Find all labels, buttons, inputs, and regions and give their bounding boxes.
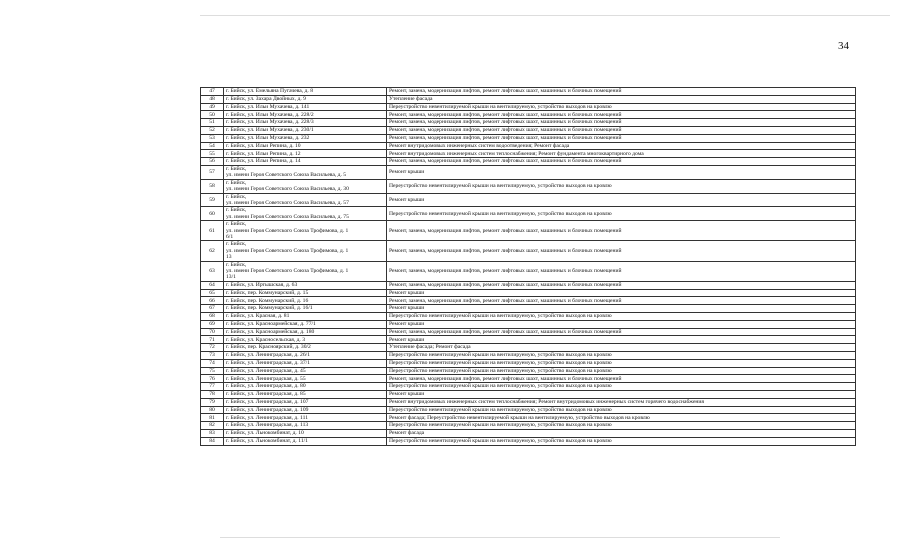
address-cell: г. Бийск, ул. Ильи Репина, д. 14 (224, 158, 387, 166)
address-cell: г. Бийск, ул. имени Героя Советского Союза Трофимова, д. 1 13 (224, 241, 387, 261)
works-cell: Ремонт, замена, модернизация лифтов, ремонт лифтовых шахт, машинных и блочных помещений (387, 134, 856, 142)
row-number-cell: 52 (201, 126, 224, 134)
table-row (201, 297, 856, 305)
works-cell: Переустройство невентилируемой крыши на вентилируемую, устройство выходов на кровлю (387, 313, 856, 321)
works-cell: Ремонт, замена, модернизация лифтов, ремонт лифтовых шахт, машинных и блочных помещений (387, 241, 856, 261)
address-cell: г. Бийск, ул. имени Героя Советского Союза Васильева, д. 5 (224, 165, 387, 179)
address-cell: г. Бийск, ул. Емельяна Пугачева, д. 8 (224, 88, 387, 96)
address-cell: г. Бийск, ул. Ленинградская, д. 45 (224, 367, 387, 375)
address-cell: г. Бийск, ул. Ильи Мухачева, д. 141 (224, 103, 387, 111)
works-cell: Ремонт крыши (387, 165, 856, 179)
address-cell: г. Бийск, ул. Ленинградская, д. 26/1 (224, 352, 387, 360)
row-number-cell: 69 (201, 320, 224, 328)
address-cell: г. Бийск, ул. Льнокомбинат, д. 10 (224, 430, 387, 438)
address-cell: г. Бийск, ул. Красноармейская, д. 180 (224, 328, 387, 336)
row-number-cell: 79 (201, 398, 224, 406)
address-cell: г. Бийск, ул. Ильи Репина, д. 10 (224, 142, 387, 150)
address-cell: г. Бийск, пер. Коммунарский, д. 15 (224, 289, 387, 297)
page-number: 34 (838, 40, 849, 52)
works-cell: Ремонт, замена, модернизация лифтов, ремонт лифтовых шахт, машинных и блочных помещений (387, 126, 856, 134)
address-cell: г. Бийск, пер. Коммунарский, д. 16 (224, 297, 387, 305)
table-row (201, 406, 856, 414)
address-cell: г. Бийск, ул. Ильи Мухачева, д. 228/3 (224, 119, 387, 127)
table-row (201, 142, 856, 150)
row-number-cell: 67 (201, 305, 224, 313)
table-row (201, 422, 856, 430)
address-cell: г. Бийск, ул. Ильи Мухачева, д. 232 (224, 134, 387, 142)
row-number-cell: 78 (201, 391, 224, 399)
row-number-cell: 71 (201, 336, 224, 344)
table-row (201, 150, 856, 158)
row-number-cell: 65 (201, 289, 224, 297)
table-body (201, 88, 856, 446)
table-row (201, 437, 856, 445)
address-cell: г. Бийск, ул. Ленинградская, д. 111 (224, 414, 387, 422)
works-cell: Переустройство невентилируемой крыши на вентилируемую, устройство выходов на кровлю (387, 422, 856, 430)
works-cell: Ремонт, замена, модернизация лифтов, ремонт лифтовых шахт, машинных и блочных помещений (387, 375, 856, 383)
works-cell: Ремонт, замена, модернизация лифтов, ремонт лифтовых шахт, машинных и блочных помещений (387, 328, 856, 336)
address-cell: г. Бийск, ул. Ленинградская, д. 109 (224, 406, 387, 414)
address-cell: г. Бийск, ул. Красноармейская, д. 77/1 (224, 320, 387, 328)
table-row (201, 95, 856, 103)
row-number-cell: 77 (201, 383, 224, 391)
address-cell: г. Бийск, ул. Ленинградская, д. 113 (224, 422, 387, 430)
row-number-cell: 75 (201, 367, 224, 375)
works-cell: Переустройство невентилируемой крыши на вентилируемую, устройство выходов на кровлю (387, 406, 856, 414)
works-cell: Переустройство невентилируемой крыши на вентилируемую, устройство выходов на кровлю (387, 437, 856, 445)
row-number-cell: 62 (201, 241, 224, 261)
address-cell: г. Бийск, пер. Коммунарский, д. 16/1 (224, 305, 387, 313)
works-cell: Ремонт внутридомовых инженерных систем теплоснабжения; Ремонт фундамента многоквартирного дома (387, 150, 856, 158)
works-cell: Переустройство невентилируемой крыши на вентилируемую, устройство выходов на кровлю (387, 179, 856, 193)
row-number-cell: 68 (201, 313, 224, 321)
table-row (201, 336, 856, 344)
row-number-cell: 54 (201, 142, 224, 150)
row-number-cell: 72 (201, 344, 224, 352)
row-number-cell: 66 (201, 297, 224, 305)
works-cell: Ремонт фасада; Переустройство невентилируемой крыши на вентилируемую, устройство выходов на кровлю (387, 414, 856, 422)
works-cell: Ремонт внутридомовых инженерных систем водоотведения; Ремонт фасада (387, 142, 856, 150)
row-number-cell: 50 (201, 111, 224, 119)
works-cell: Ремонт крыши (387, 336, 856, 344)
works-cell: Ремонт крыши (387, 289, 856, 297)
works-cell: Переустройство невентилируемой крыши на вентилируемую, устройство выходов на кровлю (387, 207, 856, 221)
row-number-cell: 70 (201, 328, 224, 336)
works-cell: Ремонт, замена, модернизация лифтов, ремонт лифтовых шахт, машинных и блочных помещений (387, 88, 856, 96)
table-row (201, 328, 856, 336)
works-cell: Ремонт крыши (387, 391, 856, 399)
row-number-cell: 48 (201, 95, 224, 103)
row-number-cell: 56 (201, 158, 224, 166)
row-number-cell: 63 (201, 261, 224, 281)
table-row (201, 119, 856, 127)
address-cell: г. Бийск, ул. Ленинградская, д. 107 (224, 398, 387, 406)
table-row (201, 207, 856, 221)
address-cell: г. Бийск, ул. Ленинградская, д. 55 (224, 375, 387, 383)
address-cell: г. Бийск, ул. Льнокомбинат, д. 11/1 (224, 437, 387, 445)
works-cell: Переустройство невентилируемой крыши на вентилируемую, устройство выходов на кровлю (387, 359, 856, 367)
address-cell: г. Бийск, ул. Ильи Мухачева, д. 230/1 (224, 126, 387, 134)
address-cell: г. Бийск, ул. Красносельская, д. 3 (224, 336, 387, 344)
table-row (201, 383, 856, 391)
row-number-cell: 81 (201, 414, 224, 422)
works-cell: Ремонт крыши (387, 320, 856, 328)
works-cell: Переустройство невентилируемой крыши на вентилируемую, устройство выходов на кровлю (387, 352, 856, 360)
table-row (201, 241, 856, 261)
address-cell: г. Бийск, ул. Красная, д. 81 (224, 313, 387, 321)
address-cell: г. Бийск, ул. Ленинградская, д. 85 (224, 391, 387, 399)
address-cell: г. Бийск, ул. имени Героя Советского Союза Васильева, д. 57 (224, 193, 387, 207)
row-number-cell: 80 (201, 406, 224, 414)
table-row (201, 193, 856, 207)
table-row (201, 103, 856, 111)
address-cell: г. Бийск, ул. имени Героя Советского Союза Трофимова, д. 1 13/1 (224, 261, 387, 281)
works-cell: Ремонт внутридомовых инженерных систем теплоснабжения; Ремонт внутридомовых инженерных систем горячего водоснабжения (387, 398, 856, 406)
table-row (201, 179, 856, 193)
table-row (201, 88, 856, 96)
works-cell: Ремонт крыши (387, 305, 856, 313)
row-number-cell: 76 (201, 375, 224, 383)
table-row (201, 261, 856, 281)
housing-repair-table (200, 87, 856, 446)
works-cell: Ремонт, замена, модернизация лифтов, ремонт лифтовых шахт, машинных и блочных помещений (387, 281, 856, 289)
table-row (201, 320, 856, 328)
table-row (201, 375, 856, 383)
works-cell: Переустройство невентилируемой крыши на вентилируемую, устройство выходов на кровлю (387, 103, 856, 111)
row-number-cell: 57 (201, 165, 224, 179)
row-number-cell: 53 (201, 134, 224, 142)
table-row (201, 430, 856, 438)
works-cell: Ремонт крыши (387, 193, 856, 207)
address-cell: г. Бийск, ул. имени Героя Советского Союза Васильева, д. 30 (224, 179, 387, 193)
table-row (201, 359, 856, 367)
table-row (201, 313, 856, 321)
table-row (201, 281, 856, 289)
address-cell: г. Бийск, ул. Иртышская, д. 63 (224, 281, 387, 289)
works-cell: Переустройство невентилируемой крыши на вентилируемую, устройство выходов на кровлю (387, 367, 856, 375)
table-row (201, 305, 856, 313)
row-number-cell: 83 (201, 430, 224, 438)
address-cell: г. Бийск, ул. имени Героя Советского Союза Васильева, д. 75 (224, 207, 387, 221)
row-number-cell: 49 (201, 103, 224, 111)
table-row (201, 126, 856, 134)
row-number-cell: 82 (201, 422, 224, 430)
row-number-cell: 74 (201, 359, 224, 367)
table-row (201, 344, 856, 352)
row-number-cell: 55 (201, 150, 224, 158)
row-number-cell: 47 (201, 88, 224, 96)
address-cell: г. Бийск, ул. Ильи Репина, д. 12 (224, 150, 387, 158)
row-number-cell: 51 (201, 119, 224, 127)
table-row (201, 414, 856, 422)
works-cell: Ремонт, замена, модернизация лифтов, ремонт лифтовых шахт, машинных и блочных помещений (387, 158, 856, 166)
address-cell: г. Бийск, ул. Ильи Мухачева, д. 228/2 (224, 111, 387, 119)
works-cell: Утепление фасада; Ремонт фасада (387, 344, 856, 352)
address-cell: г. Бийск, ул. имени Героя Советского Союза Трофимова, д. 1 6/1 (224, 221, 387, 241)
table-row (201, 391, 856, 399)
row-number-cell: 59 (201, 193, 224, 207)
works-cell: Ремонт, замена, модернизация лифтов, ремонт лифтовых шахт, машинных и блочных помещений (387, 111, 856, 119)
address-cell: г. Бийск, ул. Ленинградская, д. 37/1 (224, 359, 387, 367)
row-number-cell: 73 (201, 352, 224, 360)
row-number-cell: 84 (201, 437, 224, 445)
row-number-cell: 64 (201, 281, 224, 289)
table-row (201, 165, 856, 179)
table-row (201, 398, 856, 406)
row-number-cell: 58 (201, 179, 224, 193)
works-cell: Ремонт, замена, модернизация лифтов, ремонт лифтовых шахт, машинных и блочных помещений (387, 261, 856, 281)
scan-bottom-edge-line (220, 537, 780, 538)
table-row (201, 158, 856, 166)
row-number-cell: 61 (201, 221, 224, 241)
table-row (201, 111, 856, 119)
table-row (201, 352, 856, 360)
table-row (201, 134, 856, 142)
table-row (201, 221, 856, 241)
table-row (201, 289, 856, 297)
works-cell: Ремонт фасада (387, 430, 856, 438)
row-number-cell: 60 (201, 207, 224, 221)
works-cell: Ремонт, замена, модернизация лифтов, ремонт лифтовых шахт, машинных и блочных помещений (387, 119, 856, 127)
address-cell: г. Бийск, ул. Ленинградская, д. 80 (224, 383, 387, 391)
scan-top-edge-line (200, 15, 890, 16)
works-cell: Ремонт, замена, модернизация лифтов, ремонт лифтовых шахт, машинных и блочных помещений (387, 221, 856, 241)
address-cell: г. Бийск, ул. Захара Двойных, д. 9 (224, 95, 387, 103)
table-row (201, 367, 856, 375)
works-cell: Ремонт, замена, модернизация лифтов, ремонт лифтовых шахт, машинных и блочных помещений (387, 297, 856, 305)
works-cell: Утепление фасада (387, 95, 856, 103)
address-cell: г. Бийск, пер. Красноярский, д. 30/2 (224, 344, 387, 352)
works-cell: Переустройство невентилируемой крыши на вентилируемую, устройство выходов на кровлю (387, 383, 856, 391)
